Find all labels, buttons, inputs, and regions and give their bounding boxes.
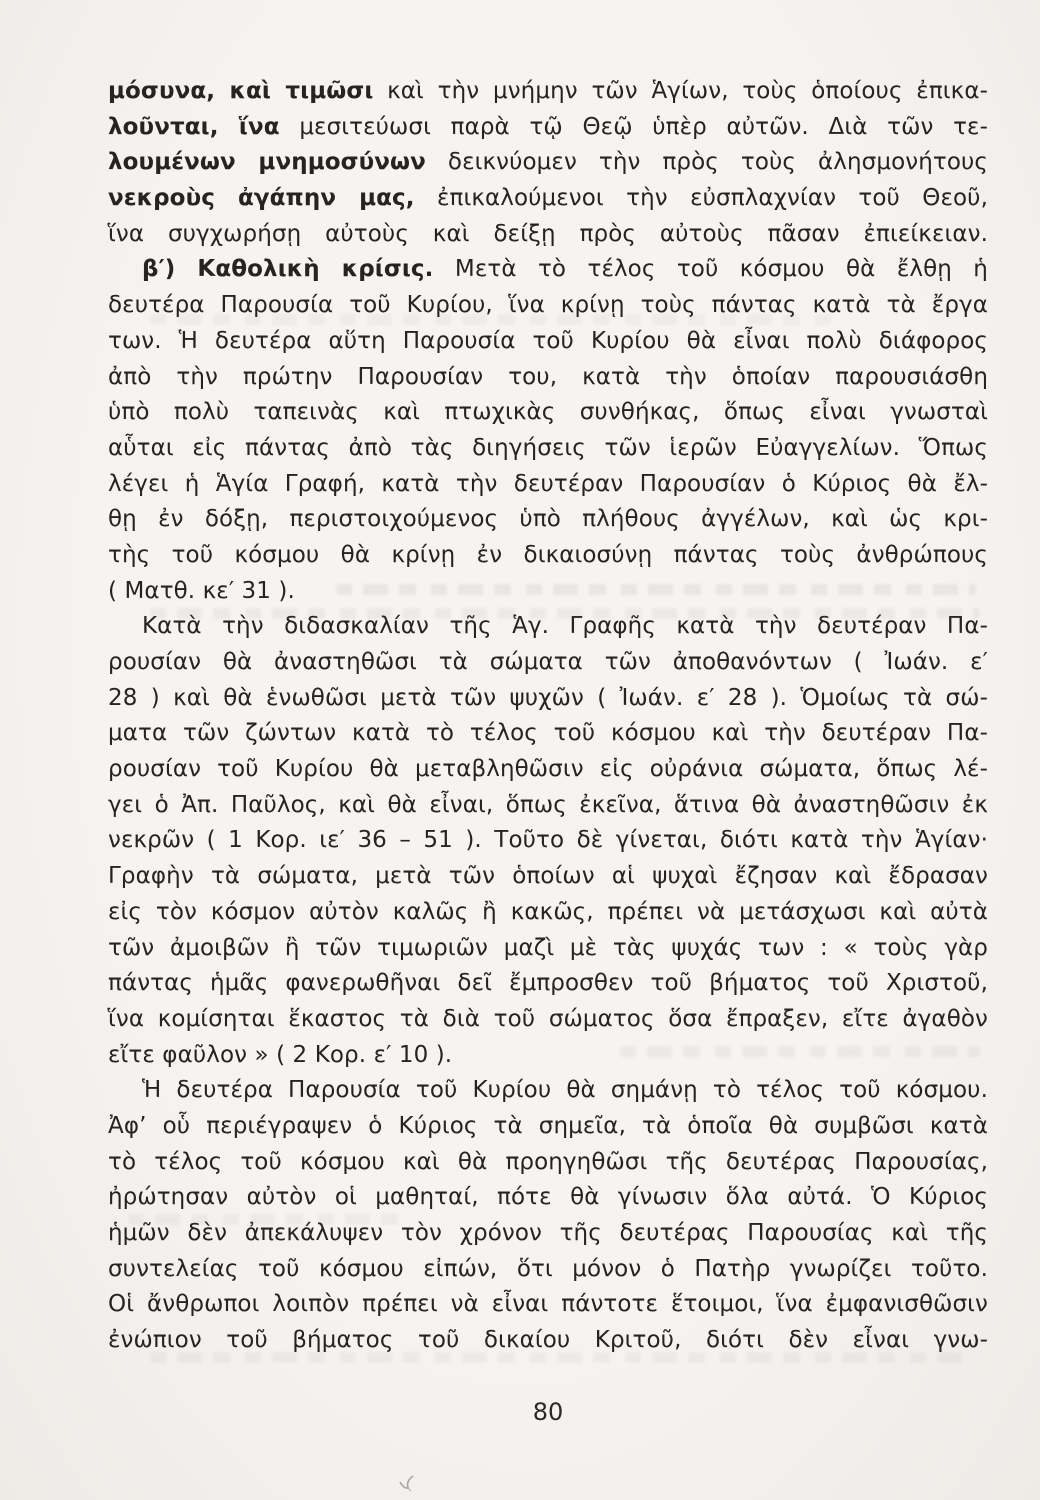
text-line [108,1252,988,1288]
paragraph [108,252,988,609]
page-text [108,74,988,1359]
body-text: Ἀφ’ οὗ περιέγραψεν ὁ Κύριος τὰ σημεῖα, τὰ ὁποῖα θὰ συμβῶσι κατὰ [108,1112,988,1139]
text-line [108,360,988,396]
text-line [108,823,988,859]
body-text: ( Ματθ. κε′ 31 ). [108,577,295,604]
text-line [108,467,988,503]
text-line [108,217,988,253]
body-text: θῃ ἐν δόξῃ, περιστοιχούμενος ὑπὸ πλήθους ἀγγέλων, καὶ ὡς κρι- [108,506,988,533]
text-line [108,1073,988,1109]
text-line [108,1109,988,1145]
bold-text: β′) Καθολικὴ κρίσις. [142,256,434,283]
body-text: αὗται εἰς πάντας ἀπὸ τὰς διηγήσεις τῶν ἱερῶν Εὐαγγελίων. Ὅπως [108,434,988,461]
body-text: δευτέρα Παρουσία τοῦ Κυρίου, ἵνα κρίνῃ τοὺς πάντας κατὰ τὰ ἔργα [108,292,988,319]
body-text: πάντας ἡμᾶς φανερωθῆναι δεῖ ἔμπροσθεν τοῦ βήματος τοῦ Χριστοῦ, [108,970,988,997]
body-text: Ἡ δευτέρα Παρουσία τοῦ Κυρίου θὰ σημάνῃ τὸ τέλος τοῦ κόσμου. [142,1077,988,1104]
body-text: ἵνα κομίσηται ἕκαστος τὰ διὰ τοῦ σώματος ὅσα ἔπραξεν, εἴτε ἀγαθὸν [108,1005,988,1032]
body-text: ἠρώτησαν αὐτὸν οἱ μαθηταί, πότε θὰ γίνωσιν ὅλα αὐτά. Ὁ Κύριος [108,1184,988,1211]
text-line [108,1002,988,1038]
body-text: τὸ τέλος τοῦ κόσμου καὶ θὰ προηγηθῶσι τῆς δευτέρας Παρουσίας, [108,1148,988,1175]
text-line [108,252,988,288]
text-line [108,1038,988,1074]
paragraph [108,609,988,1073]
body-text: των. Ἡ δευτέρα αὕτη Παρουσία τοῦ Κυρίου θὰ εἶναι πολὺ διάφορος [108,327,988,354]
text-line [108,145,988,181]
body-text: 28 ) καὶ θὰ ἑνωθῶσι μετὰ τῶν ψυχῶν ( Ἰωάν. ε′ 28 ). Ὁμοίως τὰ σώ- [108,684,988,711]
body-text: εἰς τὸν κόσμον αὐτὸν καλῶς ἢ κακῶς, πρέπει νὰ μετάσχωσι καὶ αὐτὰ [108,898,988,925]
text-line [108,288,988,324]
body-text: μεσιτεύωσι παρὰ τῷ Θεῷ ὑπὲρ αὐτῶν. Διὰ τῶν τε- [279,113,988,140]
text-line [108,74,988,110]
bold-text: λοῦνται, ἵνα [108,113,280,140]
body-text: ἡμῶν δὲν ἀπεκάλυψεν τὸν χρόνον τῆς δευτέρας Παρουσίας καὶ τῆς [108,1220,988,1246]
bold-text: νεκροὺς ἀγάπην μας, [108,185,415,212]
body-text: Οἱ ἄνθρωποι λοιπὸν πρέπει νὰ εἶναι πάντοτε ἕτοιμοι, ἵνα ἐμφανισθῶσιν [108,1291,988,1318]
text-line [108,502,988,538]
text-line [108,931,988,967]
body-text: γει ὁ Ἀπ. Παῦλος, καὶ θὰ εἶναι, ὅπως ἐκεῖνα, ἅτινα θὰ ἀναστηθῶσιν ἐκ [108,791,988,818]
body-text: ἐνώπιον τοῦ βήματος τοῦ δικαίου Κριτοῦ, διότι δὲν εἶναι γνω- [108,1327,988,1354]
body-text: Μετὰ τὸ τέλος τοῦ κόσμου θὰ ἔλθῃ ἡ [433,256,988,283]
text-line [108,431,988,467]
text-line [108,110,988,146]
body-text: ἐπικαλούμενοι τὴν εὐσπλαχνίαν τοῦ Θεοῦ, [414,185,988,212]
text-line [108,752,988,788]
paragraph [108,74,988,252]
text-line [108,1180,988,1216]
text-line [108,1216,988,1252]
body-text: ματα τῶν ζώντων κατὰ τὸ τέλος τοῦ κόσμου καὶ τὴν δευτέραν Πα- [108,720,988,747]
text-line [108,609,988,645]
text-line [108,895,988,931]
body-text: Κατὰ τὴν διδασκαλίαν τῆς Ἁγ. Γραφῆς κατὰ τὴν δευτέραν Πα- [142,613,988,640]
body-text: εἴτε φαῦλον » ( 2 Κορ. ε′ 10 ). [108,1041,453,1068]
body-text: ἵνα συγχωρήσῃ αὐτοὺς καὶ δείξῃ πρὸς αὐτοὺς πᾶσαν ἐπιείκειαν. [108,220,988,247]
text-line [108,1323,988,1359]
text-line [108,324,988,360]
text-line [108,681,988,717]
text-line [108,574,988,610]
text-line [108,395,988,431]
body-text: συντελείας τοῦ κόσμου εἰπών, ὅτι μόνον ὁ Πατὴρ γνωρίζει τοῦτο. [108,1255,988,1282]
text-line [108,1287,988,1323]
body-text: ρουσίαν τοῦ Κυρίου θὰ μεταβληθῶσιν εἰς οὐράνια σώματα, ὅπως λέ- [108,756,988,783]
body-text: ἀπὸ τὴν πρώτην Παρουσίαν του, κατὰ τὴν ὁποίαν παρουσιάσθη [108,363,988,390]
body-text: καὶ τὴν μνήμην τῶν Ἁγίων, τοὺς ὁποίους ἐπικα- [373,78,988,104]
body-text: λέγει ἡ Ἁγία Γραφή, κατὰ τὴν δευτέραν Παρουσίαν ὁ Κύριος θὰ ἔλ- [108,470,988,497]
body-text: ὑπὸ πολὺ ταπεινὰς καὶ πτωχικὰς συνθήκας, ὅπως εἶναι γνωσταὶ [108,399,988,426]
text-line [108,859,988,895]
page-number: 80 [532,1398,564,1426]
text-line [108,788,988,824]
body-text: τὴς τοῦ κόσμου θὰ κρίνῃ ἐν δικαιοσύνῃ πάντας τοὺς ἀνθρώπους [108,541,988,568]
text-line [108,1145,988,1181]
text-line [108,181,988,217]
body-text: δεικνύομεν τὴν πρὸς τοὺς ἀλησμονήτους [425,149,988,176]
body-text: ρουσίαν θὰ ἀναστηθῶσι τὰ σώματα τῶν ἀποθανόντων ( Ἰωάν. ε′ [108,649,988,675]
text-line [108,716,988,752]
body-text: νεκρῶν ( 1 Κορ. ιε′ 36 – 51 ). Τοῦτο δὲ γίνεται, διότι κατὰ τὴν Ἁγίαν· [108,827,988,854]
pencil-mark [396,1472,424,1496]
bold-text: μόσυνα, καὶ τιμῶσι [108,78,374,104]
paragraph [108,1073,988,1359]
text-line [108,538,988,574]
body-text: Γραφὴν τὰ σώματα, μετὰ τῶν ὁποίων αἱ ψυχαὶ ἔζησαν καὶ ἔδρασαν [108,863,988,890]
text-line [108,966,988,1002]
text-line [108,645,988,681]
body-text: τῶν ἀμοιβῶν ἢ τῶν τιμωριῶν μαζὶ μὲ τὰς ψυχάς των : « τοὺς γὰρ [108,934,988,961]
bold-text: λουμένων μνημοσύνων [108,149,426,176]
